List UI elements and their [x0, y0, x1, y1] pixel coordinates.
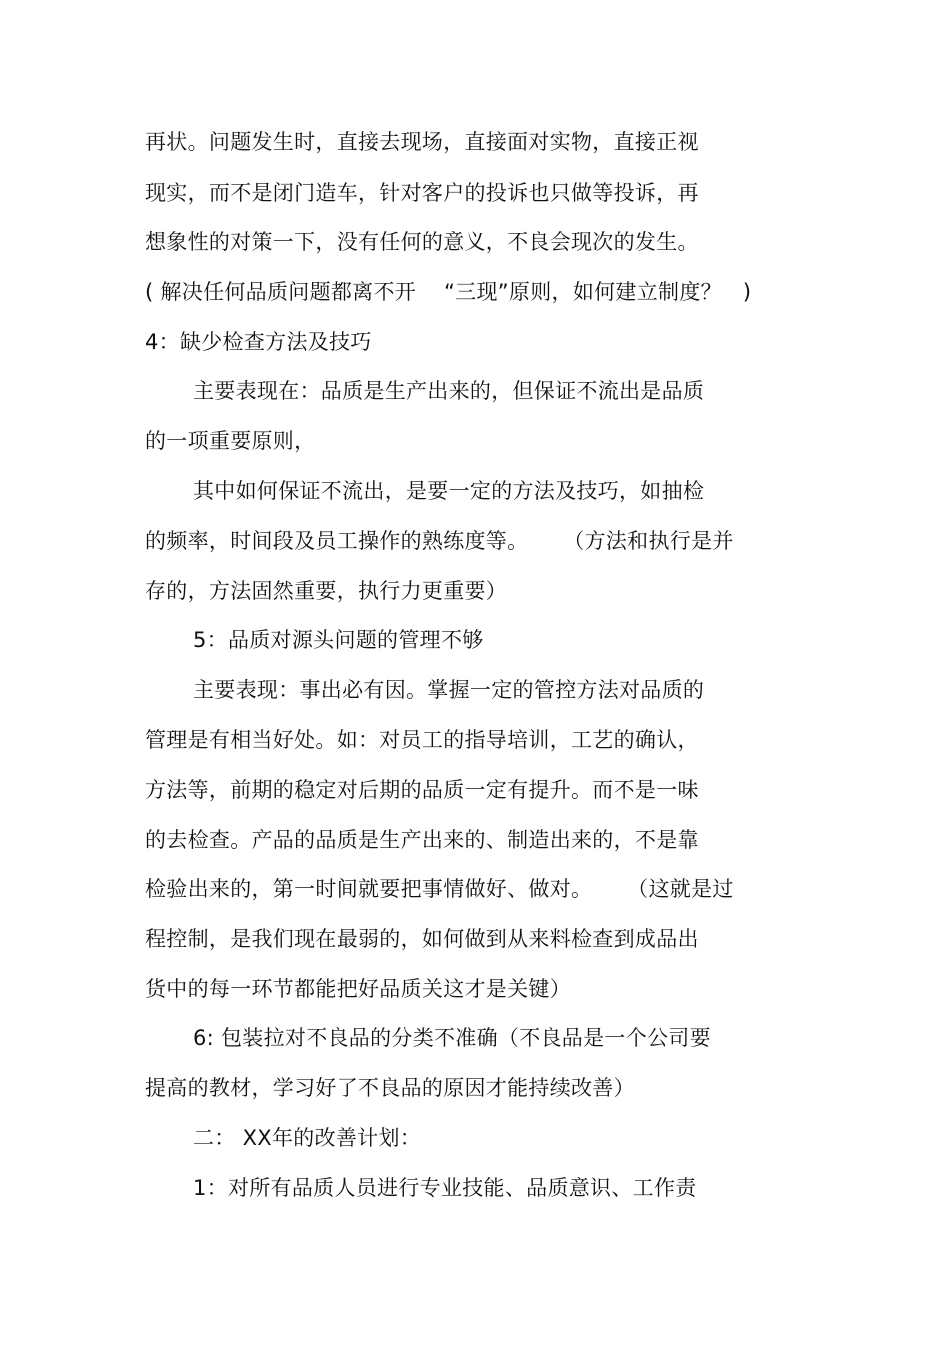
section-heading: 6: 包装拉对不良品的分类不准确（不良品是一个公司要: [193, 1026, 711, 1050]
text-line: 方法等，前期的稳定对后期的品质一定有提升。而不是一味: [145, 778, 699, 802]
text-line: 现实，而不是闭门造车，针对客户的投诉也只做等投诉，再: [145, 181, 699, 205]
text-line: 其中如何保证不流出，是要一定的方法及技巧，如抽检: [193, 479, 705, 503]
text-line: 提高的教材，学习好了不良品的原因才能持续改善）: [145, 1076, 635, 1100]
text-line: 的一项重要原则，: [145, 429, 316, 453]
text-line: ( 解决任何品质问题都离不开 “三现”原则，如何建立制度？ ): [145, 280, 752, 304]
section-heading: 二： XX年的改善计划：: [193, 1126, 422, 1150]
text-line: 存的，方法固然重要，执行力更重要）: [145, 579, 508, 603]
text-line: 再状。问题发生时，直接去现场，直接面对实物，直接正视: [145, 130, 699, 154]
section-heading: 4：缺少检查方法及技巧: [145, 330, 372, 354]
text-line: 的频率，时间段及员工操作的熟练度等。 （方法和执行是并: [145, 529, 734, 553]
text-line: 程控制，是我们现在最弱的，如何做到从来料检查到成品出: [145, 927, 699, 951]
text-line: 检验出来的，第一时间就要把事情做好、做对。 （这就是过: [145, 877, 734, 901]
section-heading: 5：品质对源头问题的管理不够: [193, 628, 484, 652]
text-line: 主要表现：事出必有因。掌握一定的管控方法对品质的: [193, 678, 705, 702]
text-line: 主要表现在：品质是生产出来的，但保证不流出是品质: [193, 379, 705, 403]
text-line: 管理是有相当好处。如：对员工的指导培训，工艺的确认，: [145, 728, 699, 752]
text-line: 1：对所有品质人员进行专业技能、品质意识、工作责: [193, 1176, 697, 1200]
text-line: 想象性的对策一下，没有任何的意义，不良会现次的发生。: [145, 230, 699, 254]
text-line: 的去检查。产品的品质是生产出来的、制造出来的，不是靠: [145, 828, 699, 852]
text-line: 货中的每一环节都能把好品质关这才是关键）: [145, 977, 571, 1001]
